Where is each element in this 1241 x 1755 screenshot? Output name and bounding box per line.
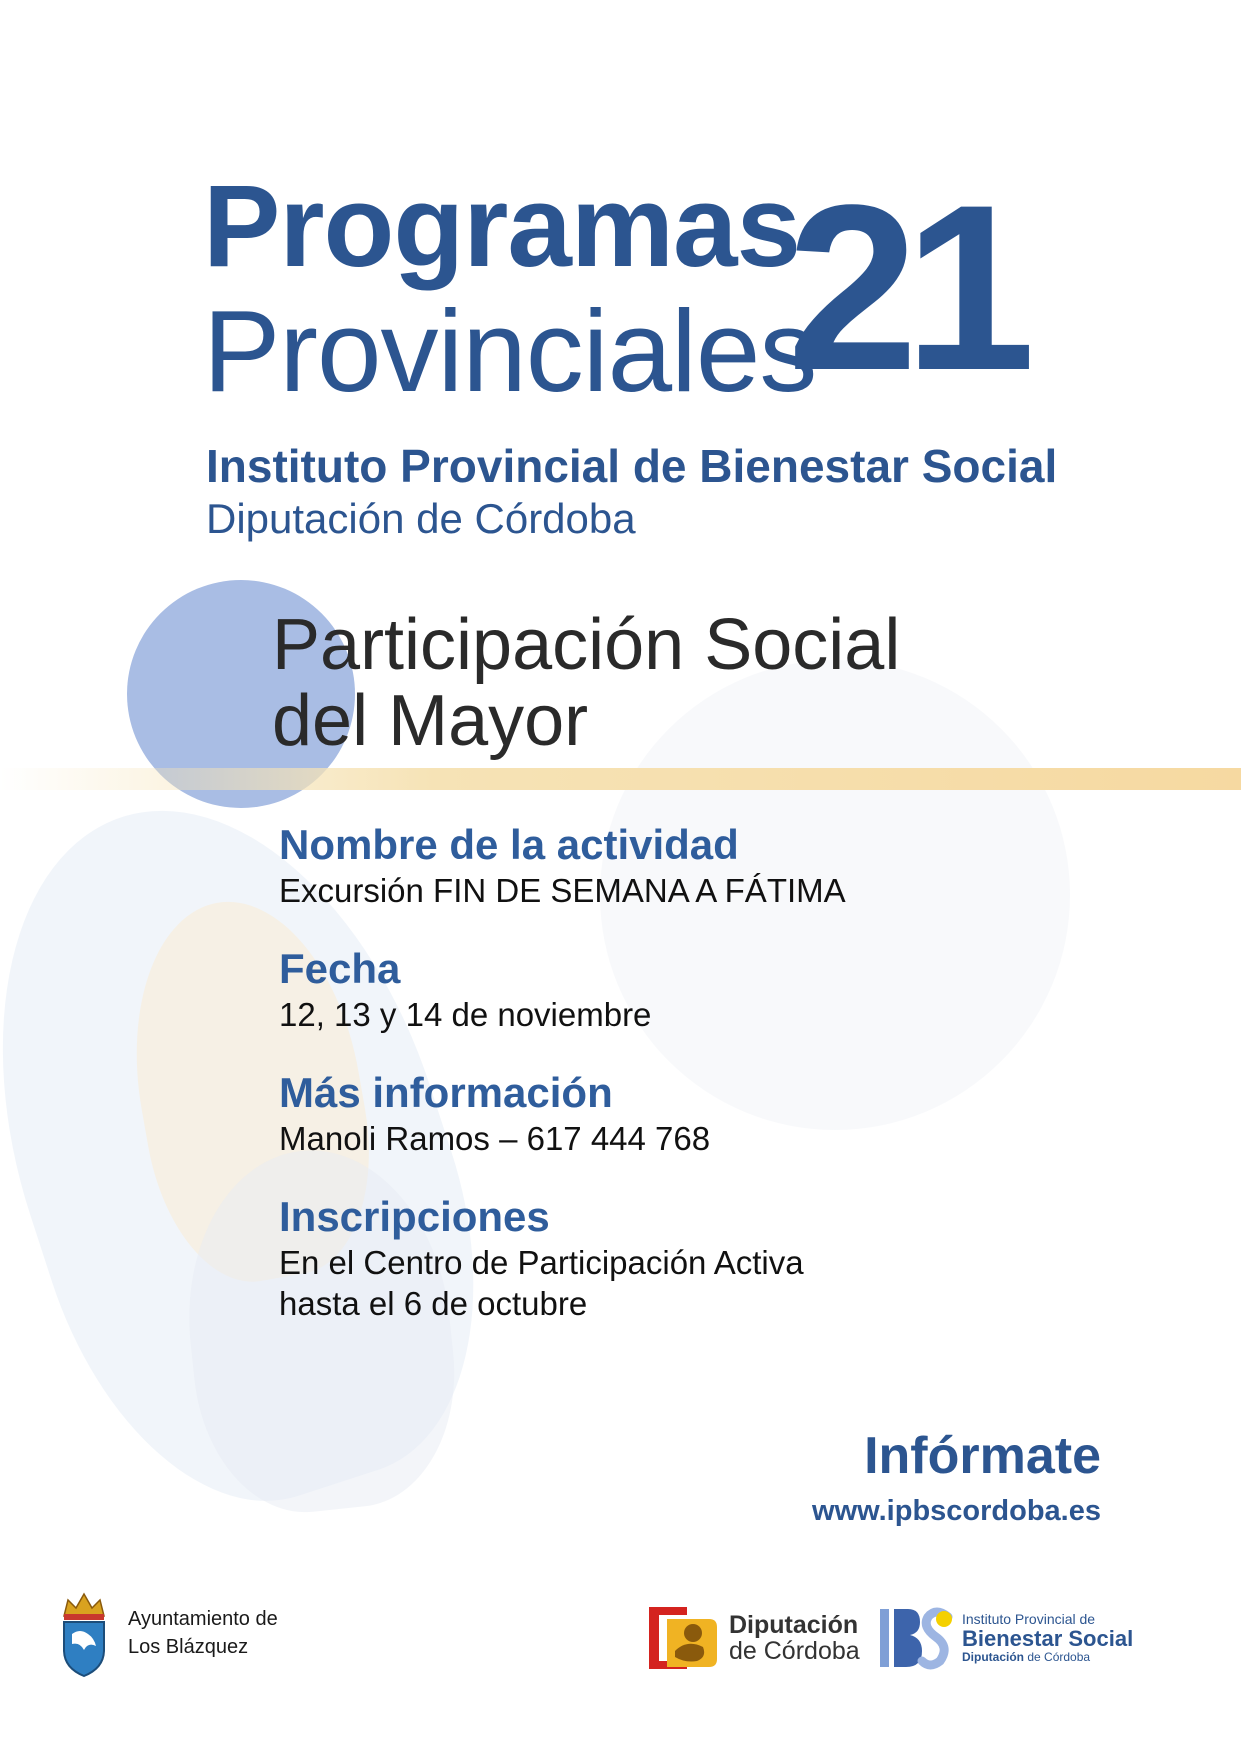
brand-number: 21	[787, 156, 1022, 420]
dip-logo-line2: de Córdoba	[729, 1637, 860, 1665]
ipbs-line2: Bienestar Social	[962, 1626, 1134, 1651]
ipbs-logo	[878, 1605, 1133, 1671]
town-council-name	[128, 1605, 278, 1661]
diputacion-logo	[647, 1603, 860, 1673]
signup-label: Inscripciones	[279, 1193, 550, 1240]
informate-heading: Infórmate	[864, 1427, 1101, 1485]
date-value: 12, 13 y 14 de noviembre	[279, 996, 652, 1033]
institute-name: Instituto Provincial de Bienestar Social	[206, 440, 1058, 492]
signup-line2: hasta el 6 de octubre	[279, 1285, 588, 1323]
website-link[interactable]: www.ipbscordoba.es	[812, 1495, 1101, 1527]
program-title-line1: Participación Social	[272, 605, 901, 685]
info-value: Manoli Ramos – 617 444 768	[279, 1120, 711, 1157]
signup-line1: En el Centro de Participación Activa	[279, 1244, 804, 1281]
dip-logo-line1: Diputación	[729, 1610, 859, 1639]
diputacion-emblem-icon	[647, 1603, 719, 1673]
ipbs-line1: Instituto Provincial de	[962, 1610, 1096, 1627]
ipbs-line3-rest: de Córdoba	[1027, 1650, 1091, 1665]
brand-title-line2: Provinciales	[203, 286, 817, 416]
brand-title-line1: Programas	[203, 161, 801, 291]
info-label: Más información	[279, 1069, 613, 1116]
activity-value: Excursión FIN DE SEMANA A FÁTIMA	[279, 872, 846, 909]
signup-value	[279, 1242, 804, 1325]
activity-label: Nombre de la actividad	[279, 821, 739, 868]
town-line1: Ayuntamiento de	[128, 1608, 278, 1630]
ipbs-line3-bold: Diputación	[962, 1650, 1024, 1665]
town-council-logo	[58, 1588, 278, 1678]
program-title-line2: del Mayor	[272, 680, 589, 761]
town-line2: Los Blázquez	[128, 1636, 249, 1658]
decorative-band	[0, 768, 1241, 790]
coat-of-arms-icon	[58, 1588, 110, 1678]
date-label: Fecha	[279, 945, 401, 992]
ipbs-logo-text	[962, 1612, 1133, 1665]
diputacion-logo-text	[729, 1612, 860, 1665]
diputacion-name: Diputación de Córdoba	[206, 495, 636, 542]
program-title	[272, 605, 901, 761]
ipbs-emblem-icon	[878, 1605, 954, 1671]
